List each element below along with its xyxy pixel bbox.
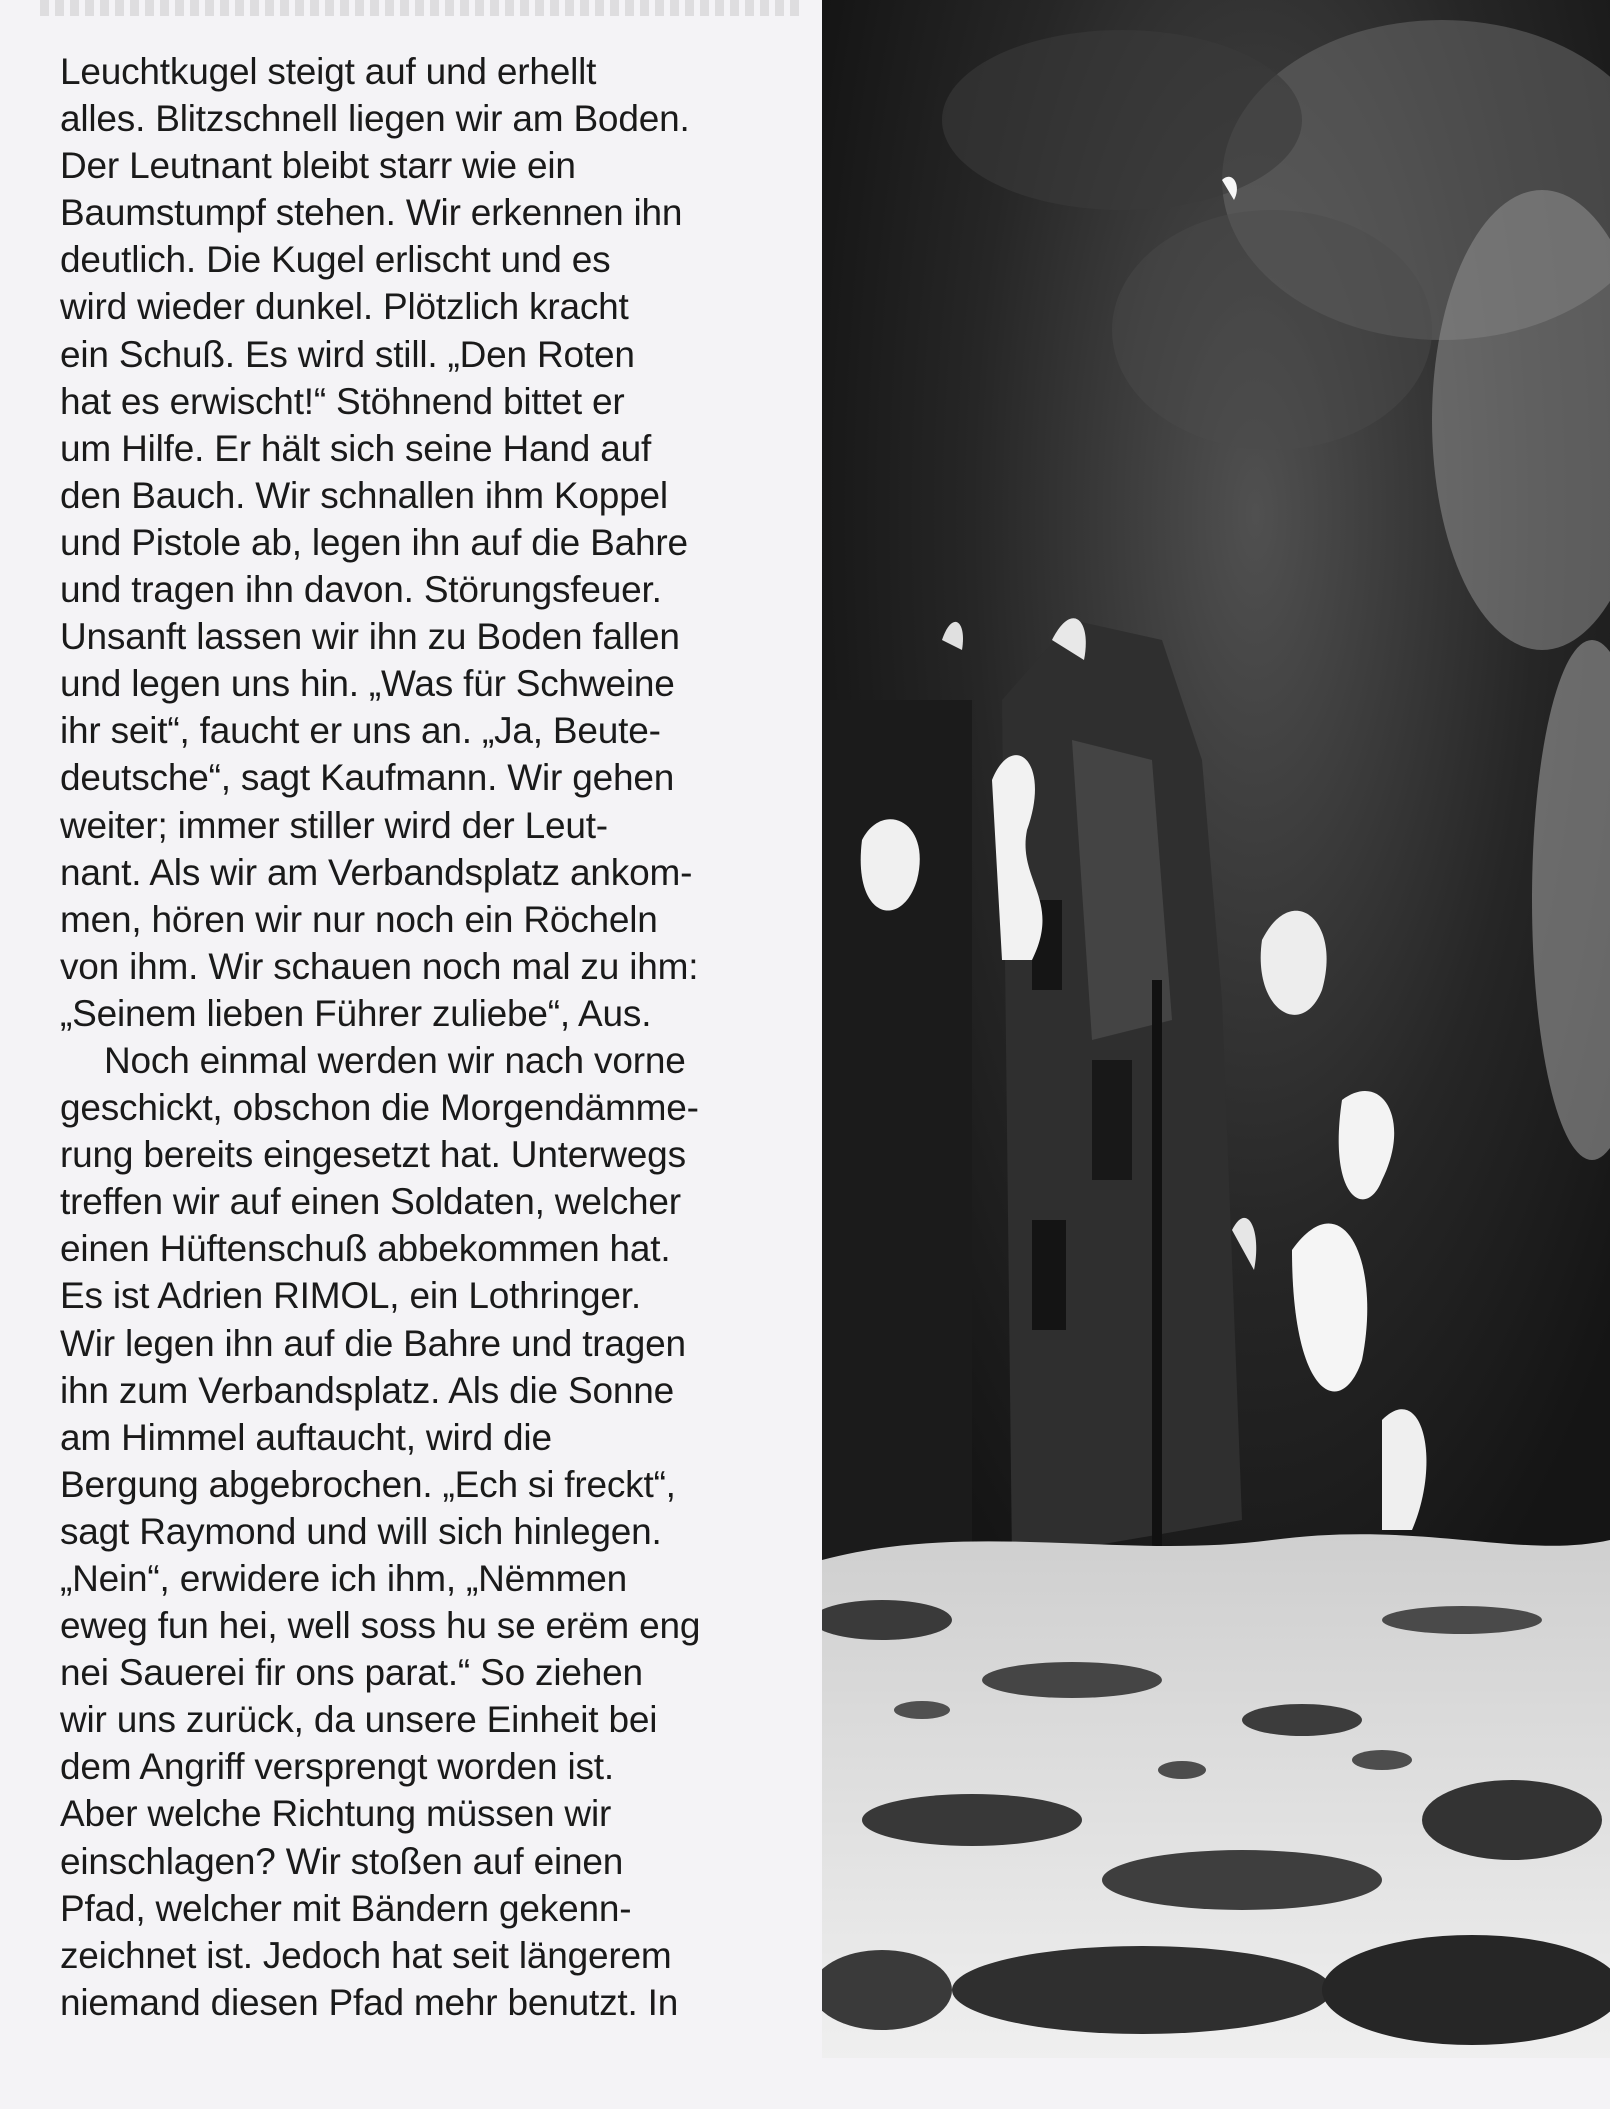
text-line: deutlich. Die Kugel erlischt und es xyxy=(60,239,611,281)
text-line: hat es erwischt!“ Stöhnend bittet er xyxy=(60,380,625,422)
text-line: am Himmel auftaucht, wird die xyxy=(60,1416,552,1458)
text-line: niemand diesen Pfad mehr benutzt. In xyxy=(60,1981,679,2023)
text-line: treffen wir auf einen Soldaten, welcher xyxy=(60,1181,681,1223)
text-line: sagt Raymond und will sich hinlegen. xyxy=(60,1510,662,1552)
text-line: deutsche“, sagt Kaufmann. Wir gehen xyxy=(60,757,675,799)
text-line: um Hilfe. Er hält sich seine Hand auf xyxy=(60,427,652,469)
text-line: rung bereits eingesetzt hat. Unterwegs xyxy=(60,1134,686,1176)
text-line: von ihm. Wir schauen noch mal zu ihm: xyxy=(60,945,699,987)
text-line: und tragen ihn davon. Störungsfeuer. xyxy=(60,569,662,611)
text-line: Bergung abgebrochen. „Ech si freckt“, xyxy=(60,1463,676,1505)
text-line: Baumstumpf stehen. Wir erkennen ihn xyxy=(60,192,683,234)
text-line: „Nein“, erwidere ich ihm, „Nëmmen xyxy=(60,1558,628,1599)
text-line: Wir legen ihn auf die Bahre und tragen xyxy=(60,1322,686,1364)
body-text-column xyxy=(60,48,760,2026)
text-line: dem Angriff versprengt worden ist. xyxy=(60,1746,614,1788)
text-line: Der Leutnant bleibt starr wie ein xyxy=(60,145,576,187)
text-line: geschickt, obschon die Morgendämme- xyxy=(60,1087,699,1129)
war-ruins-photograph xyxy=(822,0,1610,2058)
text-line: „Seinem lieben Führer zuliebe“, Aus. xyxy=(60,992,652,1034)
page-margin-bottom xyxy=(0,2058,1610,2109)
text-line: Unsanft lassen wir ihn zu Boden fallen xyxy=(60,616,680,658)
text-line: ein Schuß. Es wird still. „Den Roten xyxy=(60,333,635,375)
text-line: Noch einmal werden wir nach vorne xyxy=(104,1039,686,1081)
text-line: nei Sauerei fir ons parat.“ So ziehen xyxy=(60,1652,643,1694)
text-line: zeichnet ist. Jedoch hat seit längerem xyxy=(60,1934,672,1976)
text-line: wir uns zurück, da unsere Einheit bei xyxy=(60,1699,658,1741)
text-line: men, hören wir nur noch ein Röcheln xyxy=(60,898,658,940)
text-line: Aber welche Richtung müssen wir xyxy=(60,1793,612,1835)
text-line: einen Hüftenschuß abbekommen hat. xyxy=(60,1228,671,1270)
text-line: den Bauch. Wir schnallen ihm Koppel xyxy=(60,474,668,516)
text-line: alles. Blitzschnell liegen wir am Boden. xyxy=(60,98,690,140)
text-line: und Pistole ab, legen ihn auf die Bahre xyxy=(60,521,688,563)
facing-page-bleed xyxy=(40,0,800,16)
text-line: Pfad, welcher mit Bändern gekenn- xyxy=(60,1887,632,1929)
text-line: nant. Als wir am Verbandsplatz ankom- xyxy=(60,851,693,893)
text-line: Es ist Adrien RIMOL, ein Lothringer. xyxy=(60,1275,641,1317)
text-line: einschlagen? Wir stoßen auf einen xyxy=(60,1840,624,1882)
text-line: ihn zum Verbandsplatz. Als die Sonne xyxy=(60,1369,674,1411)
text-line: wird wieder dunkel. Plötzlich kracht xyxy=(60,286,629,328)
text-line: und legen uns hin. „Was für Schweine xyxy=(60,663,675,705)
text-line: weiter; immer stiller wird der Leut- xyxy=(60,804,608,846)
text-line: Leuchtkugel steigt auf und erhellt xyxy=(60,51,597,92)
burning-ruins-photo-icon xyxy=(822,0,1610,2058)
text-line: eweg fun hei, well soss hu se erëm eng xyxy=(60,1605,701,1647)
text-line: ihr seit“, faucht er uns an. „Ja, Beute- xyxy=(60,710,661,752)
